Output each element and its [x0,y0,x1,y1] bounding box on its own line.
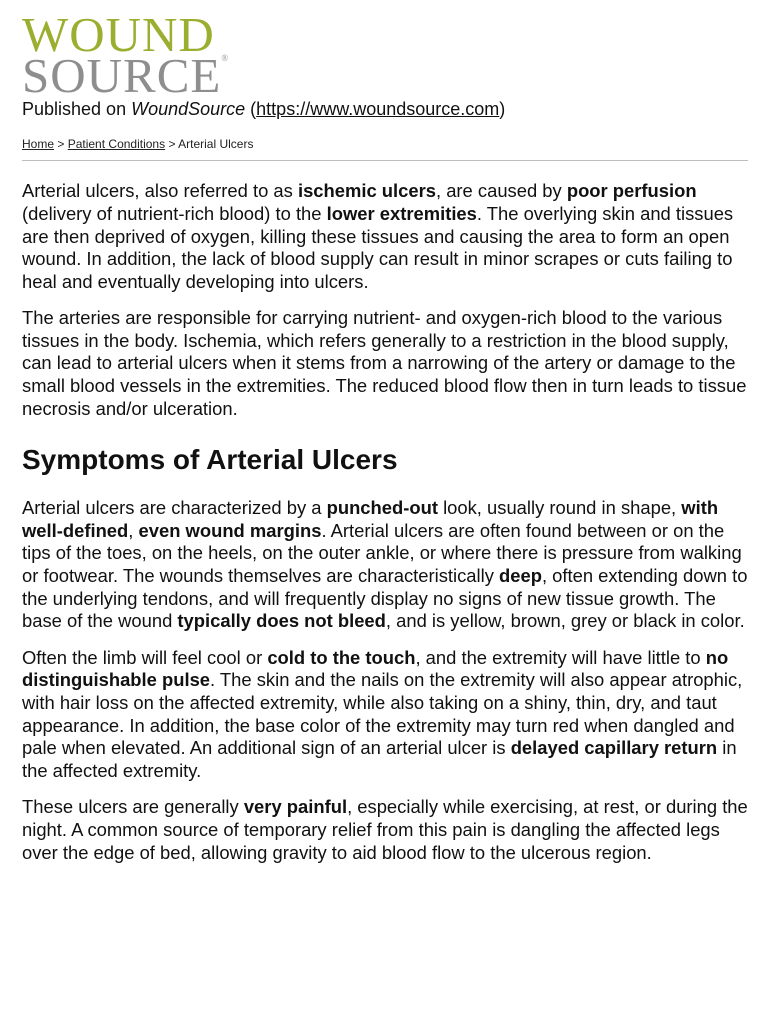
bold-term: deep [499,565,542,587]
bold-term: with well-defined [22,497,719,541]
bold-term: no distinguishable pulse [22,646,729,691]
text-run: look, usually round in shape, [437,497,682,519]
arteries-paragraph: The arteries are responsible for carrying nutrient- and oxygen-rich blood to the various tissues in the body. Ischemia, which refers generally to a restriction in the blood supply, can lead to arterial ulcers when it stems from a narrowing of the artery or damage to the small blood vessels in the extremities. The reduced blood flow then in turn leads to tissue necrosis and/or ulceration. [22,307,747,419]
breadcrumb-patient-conditions-link[interactable]: Patient Conditions [67,137,166,152]
text-run: (delivery of nutrient-rich blood) to the [22,202,327,224]
text-run: . The skin and the nails on the extremity will also appear atrophic, with hair loss on the affected extremity, while also taking on a shiny, thin, dry, and taut appearance. In addition, the base color of the extremity may turn red when dangled and pale when elevated. An additional sign of an arterial ulcer is [22,669,743,759]
breadcrumb-separator: > [54,137,68,152]
site-url-link[interactable]: https://www.woundsource.com [256,99,500,120]
published-close-paren: ) [499,99,506,120]
woundsource-logo[interactable] [22,7,748,104]
text-run: Often the limb will feel cool or [22,646,268,668]
bold-term: cold to the touch [267,646,416,668]
published-site-name: WoundSource [131,99,246,120]
bold-term: typically does not bleed [177,610,386,632]
bold-term: very painful [243,796,348,818]
text-run: Arterial ulcers are characterized by a [22,497,327,519]
bold-term: ischemic ulcers [297,180,436,202]
header-divider [22,160,748,161]
breadcrumb-current: Arterial Ulcers [178,137,254,152]
text-run: in the affected extremity. [22,737,737,781]
page [22,0,748,864]
published-open-paren: ( [245,99,257,120]
section-heading-symptoms: Symptoms of Arterial Ulcers [22,444,398,476]
logo-word-source [22,48,748,104]
text-run: , and the extremity will have little to [415,646,706,668]
registered-mark: ® [221,53,229,64]
text-run: , and is yellow, brown, grey or black in color. [385,610,745,632]
limb-paragraph [22,647,748,783]
text-run: Arterial ulcers, also referred to as [22,180,298,202]
text-run: . Arterial ulcers are often found between or on the tips of the toes, on the heels, on the outer ankle, or where there is pressure from walking or footwear. The wounds themselves are characteristically [22,519,742,587]
text-run: , are caused by [435,180,567,202]
text-run: , [128,519,139,541]
published-prefix: Published on [22,99,132,120]
breadcrumb [22,137,748,151]
published-line [22,99,748,120]
pain-paragraph [22,796,748,864]
logo-word-wound: WOUND [22,7,215,62]
breadcrumb-separator: > [165,137,179,152]
bold-term: punched-out [326,497,438,519]
text-run: . The overlying skin and tissues are then deprived of oxygen, killing these tissues and causing the area to form an open wound. In addition, the lack of blood supply can result in minor scrapes or cuts failing to heal and eventually developing into ulcers. [22,202,734,292]
bold-term: poor perfusion [566,180,697,202]
article-body [22,180,748,864]
characteristics-paragraph [22,497,748,633]
bold-term: even wound margins [138,519,322,541]
text-run: , often extending down to the underlying tendons, and will frequently display no signs of new tissue growth. The base of the wound [22,565,748,632]
breadcrumb-home-link[interactable]: Home [22,137,55,152]
logo-word-source-text: SOURCE [22,48,222,104]
text-run: These ulcers are generally [22,796,244,818]
bold-term: delayed capillary return [510,737,718,759]
bold-term: lower extremities [326,202,477,224]
intro-paragraph [22,180,748,293]
text-run: , especially while exercising, at rest, or during the night. A common source of temporary relief from this pain is dangling the affected legs over the edge of bed, allowing gravity to aid blood flow to the ulcerous region. [22,796,748,863]
